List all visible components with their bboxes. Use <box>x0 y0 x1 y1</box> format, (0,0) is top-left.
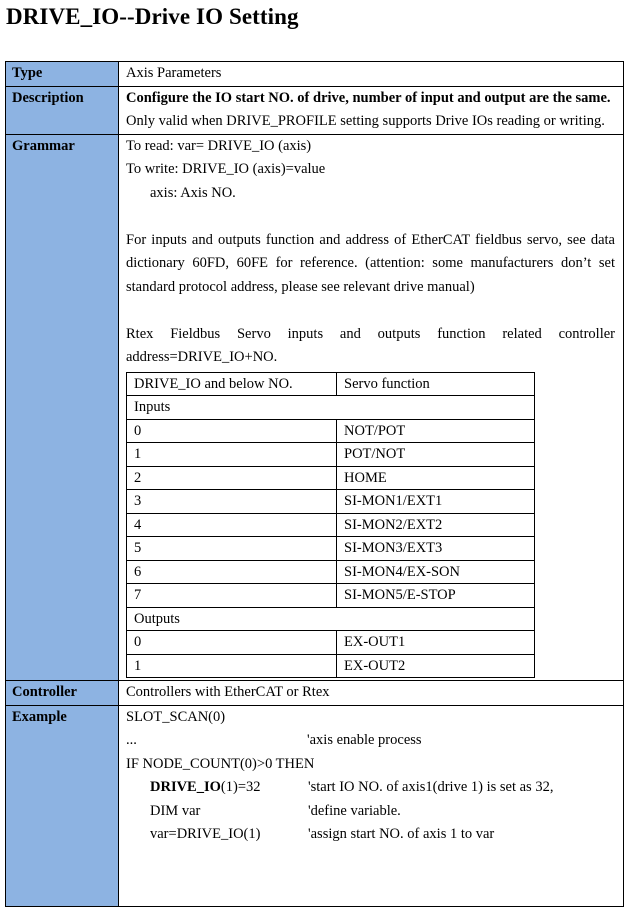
example-line-4-args: (1)=32 <box>220 779 261 795</box>
io-row <box>127 584 535 608</box>
type-label: Type <box>6 62 119 87</box>
io-row <box>127 654 535 678</box>
example-line-2-code: ... <box>126 732 137 748</box>
description-row <box>6 86 624 134</box>
controller-label: Controller <box>6 681 119 706</box>
io-function: EX-OUT2 <box>337 654 535 678</box>
controller-row <box>6 681 624 706</box>
io-row <box>127 443 535 467</box>
io-function: SI-MON3/EXT3 <box>337 537 535 561</box>
io-no: 7 <box>127 584 337 608</box>
io-row <box>127 466 535 490</box>
example-line-4-keyword: DRIVE_IO <box>150 779 221 795</box>
io-header-row <box>127 372 535 396</box>
example-value <box>119 705 624 906</box>
example-label: Example <box>6 705 119 906</box>
io-no: 0 <box>127 631 337 655</box>
page-title: DRIVE_IO--Drive IO Setting <box>6 4 299 29</box>
io-header-no: DRIVE_IO and below NO. <box>127 372 337 396</box>
example-line-6-comment: 'assign start NO. of axis 1 to var <box>308 826 495 842</box>
io-row <box>127 560 535 584</box>
example-line-4-code <box>150 776 308 800</box>
io-function: SI-MON5/E-STOP <box>337 584 535 608</box>
io-row <box>127 537 535 561</box>
description-bold-text: Configure the IO start NO. of drive, number of input and output are the same. <box>126 89 611 106</box>
example-line-5 <box>126 800 615 824</box>
grammar-label: Grammar <box>6 134 119 681</box>
io-function: POT/NOT <box>337 443 535 467</box>
type-value: Axis Parameters <box>119 62 624 87</box>
io-outputs-section <box>127 607 535 631</box>
io-function: NOT/POT <box>337 419 535 443</box>
io-row <box>127 513 535 537</box>
example-row <box>6 705 624 906</box>
description-label: Description <box>6 86 119 134</box>
grammar-param: axis: Axis NO. <box>150 184 236 201</box>
io-inputs-label: Inputs <box>127 396 535 420</box>
example-line-1: SLOT_SCAN(0) <box>126 708 226 725</box>
example-line-2 <box>126 729 615 753</box>
io-no: 1 <box>127 443 337 467</box>
io-function: SI-MON1/EXT1 <box>337 490 535 514</box>
io-no: 1 <box>127 654 337 678</box>
grammar-write: To write: DRIVE_IO (axis)=value <box>126 161 326 177</box>
grammar-para2: Rtex Fieldbus Servo inputs and outputs function related controller address=DRIVE_IO+NO. <box>126 325 615 365</box>
type-row <box>6 62 624 87</box>
example-line-4 <box>126 776 615 800</box>
io-no: 3 <box>127 490 337 514</box>
example-line-4-comment: 'start IO NO. of axis1(drive 1) is set as 32, <box>308 779 554 795</box>
io-function: SI-MON2/EXT2 <box>337 513 535 537</box>
description-text: Only valid when DRIVE_PROFILE setting supports Drive IOs reading or writing. <box>126 113 605 129</box>
io-function: HOME <box>337 466 535 490</box>
io-function: EX-OUT1 <box>337 631 535 655</box>
io-no: 6 <box>127 560 337 584</box>
io-no: 2 <box>127 466 337 490</box>
example-line-3: IF NODE_COUNT(0)>0 THEN <box>126 755 315 772</box>
example-line-6 <box>126 823 615 847</box>
grammar-value <box>119 134 624 681</box>
parameter-table <box>5 61 624 907</box>
grammar-read: To read: var= DRIVE_IO (axis) <box>126 137 312 154</box>
controller-value: Controllers with EtherCAT or Rtex <box>119 681 624 706</box>
example-line-6-code: var=DRIVE_IO(1) <box>150 826 261 842</box>
io-row <box>127 631 535 655</box>
io-row <box>127 490 535 514</box>
description-value <box>119 86 624 134</box>
io-inputs-section <box>127 396 535 420</box>
example-line-2-comment: 'axis enable process <box>307 732 422 748</box>
io-no: 5 <box>127 537 337 561</box>
example-line-5-comment: 'define variable. <box>308 802 401 819</box>
io-no: 4 <box>127 513 337 537</box>
io-header-function: Servo function <box>337 372 535 396</box>
io-no: 0 <box>127 419 337 443</box>
io-outputs-label: Outputs <box>127 607 535 631</box>
io-table <box>126 372 535 679</box>
io-row <box>127 419 535 443</box>
example-line-5-code: DIM var <box>150 802 201 819</box>
grammar-para1: For inputs and outputs function and address of EtherCAT fieldbus servo, see data dictionary 60FD, 60FE for reference. (attention: some manufacturers don’t set standard protocol address, please see relevant drive manual) <box>126 231 615 295</box>
grammar-row <box>6 134 624 681</box>
io-function: SI-MON4/EX-SON <box>337 560 535 584</box>
